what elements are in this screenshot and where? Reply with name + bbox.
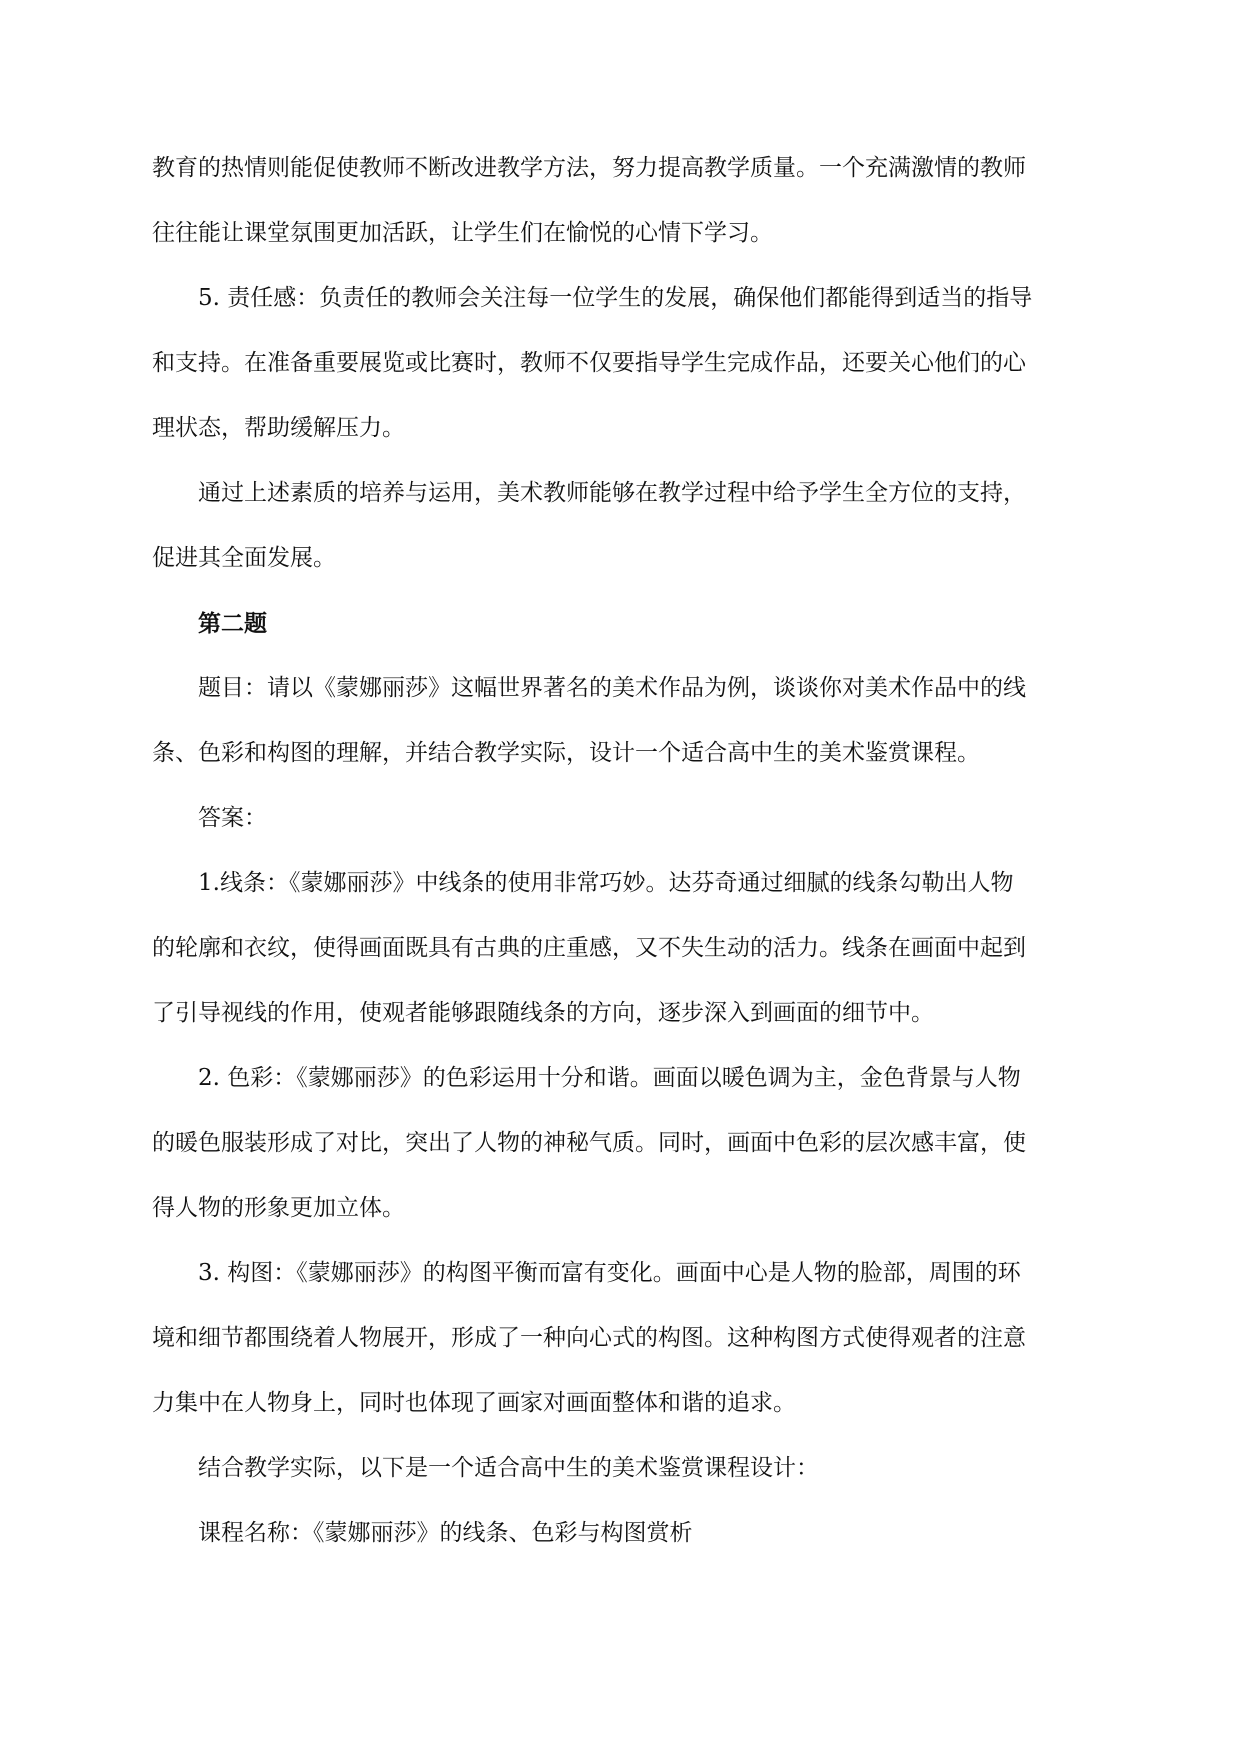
text-line: 条、色彩和构图的理解，并结合教学实际，设计一个适合高中生的美术鉴赏课程。 <box>152 740 980 766</box>
paragraph-summary <box>152 461 1094 591</box>
paragraph-question <box>152 656 1094 786</box>
text-line: 的暖色服装形成了对比，突出了人物的神秘气质。同时，画面中色彩的层次感丰富，使 <box>152 1130 1026 1156</box>
text-line: 和支持。在准备重要展览或比赛时，教师不仅要指导学生完成作品，还要关心他们的心 <box>152 350 1026 376</box>
paragraph-answer-label <box>152 786 1094 851</box>
paragraph-course-name <box>152 1501 1094 1566</box>
text-line: 2. 色彩：《蒙娜丽莎》的色彩运用十分和谐。画面以暖色调为主，金色背景与人物 <box>198 1065 1021 1091</box>
text-line: 促进其全面发展。 <box>152 545 336 571</box>
text-line: 题目：请以《蒙娜丽莎》这幅世界著名的美术作品为例，谈谈你对美术作品中的线 <box>198 675 1026 701</box>
text-line: 得人物的形象更加立体。 <box>152 1195 405 1221</box>
section-heading <box>152 591 1094 656</box>
paragraph-color <box>152 1046 1094 1241</box>
paragraph-lines <box>152 851 1094 1046</box>
text-line: 境和细节都围绕着人物展开，形成了一种向心式的构图。这种构图方式使得观者的注意 <box>152 1325 1026 1351</box>
text-line: 通过上述素质的培养与运用，美术教师能够在教学过程中给予学生全方位的支持， <box>198 480 1026 506</box>
text-line: 教育的热情则能促使教师不断改进教学方法，努力提高教学质量。一个充满激情的教师 <box>152 155 1026 181</box>
heading-text: 第二题 <box>198 610 267 637</box>
document-body <box>152 136 1094 1566</box>
text-line: 往往能让课堂氛围更加活跃，让学生们在愉悦的心情下学习。 <box>152 220 773 246</box>
text-line: 结合教学实际，以下是一个适合高中生的美术鉴赏课程设计： <box>198 1455 819 1481</box>
text-line: 答案： <box>198 805 267 831</box>
text-line: 课程名称：《蒙娜丽莎》的线条、色彩与构图赏析 <box>198 1520 693 1546</box>
text-line: 理状态，帮助缓解压力。 <box>152 415 405 441</box>
paragraph-responsibility <box>152 266 1094 461</box>
paragraph-passion-continued <box>152 136 1094 266</box>
text-line: 力集中在人物身上，同时也体现了画家对画面整体和谐的追求。 <box>152 1390 796 1416</box>
text-line: 了引导视线的作用，使观者能够跟随线条的方向，逐步深入到画面的细节中。 <box>152 1000 934 1026</box>
text-line: 5. 责任感：负责任的教师会关注每一位学生的发展，确保他们都能得到适当的指导 <box>198 285 1033 311</box>
text-line: 3. 构图：《蒙娜丽莎》的构图平衡而富有变化。画面中心是人物的脸部，周围的环 <box>198 1260 1021 1286</box>
text-line: 的轮廓和衣纹，使得画面既具有古典的庄重感，又不失生动的活力。线条在画面中起到 <box>152 935 1026 961</box>
paragraph-composition <box>152 1241 1094 1436</box>
text-line: 1.线条：《蒙娜丽莎》中线条的使用非常巧妙。达芬奇通过细腻的线条勾勒出人物 <box>198 870 1014 896</box>
paragraph-course-intro <box>152 1436 1094 1501</box>
